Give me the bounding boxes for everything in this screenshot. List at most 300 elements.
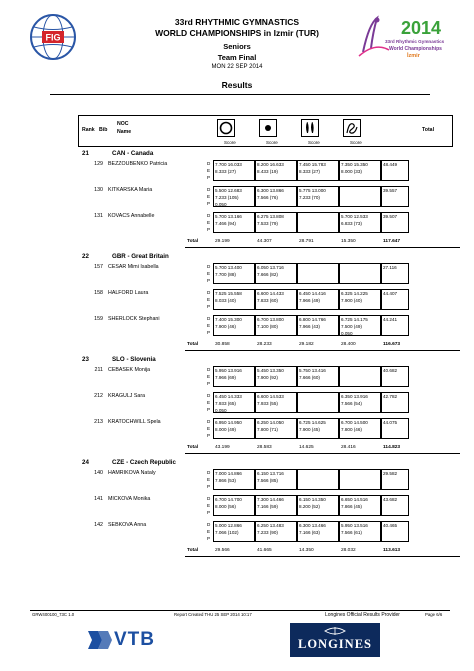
score-penalty (340, 536, 380, 543)
label-p: P (207, 278, 211, 283)
label-e: E (207, 477, 211, 482)
score-d-total: 5.750 13.416 (299, 368, 326, 373)
logo-text-city: İzmir (407, 53, 420, 59)
score-e-rank: 7.500 (49) (341, 324, 362, 329)
gymnast-total: 40.682 (381, 366, 409, 387)
score-e-rank: 8.033 (40) (215, 298, 236, 303)
score-d-total: 7.700 16.033 (215, 162, 242, 167)
score-e-rank: 7.666 (82) (257, 272, 278, 277)
gymnast-total: 48.449 (381, 160, 409, 181)
team-rank: 21 (82, 150, 89, 157)
score-cell (297, 263, 339, 284)
gymnast-total: 44.075 (381, 418, 409, 439)
dep-labels (207, 392, 210, 413)
label-p: P (207, 510, 211, 515)
score-e-rank: 8.333 (27) (215, 169, 236, 174)
score-cell (339, 160, 381, 181)
score-cell (213, 212, 255, 233)
score-cell (213, 315, 255, 336)
score-penalty (298, 433, 338, 440)
score-cell (255, 263, 297, 284)
score-d-total: 6.700 14.500 (341, 420, 368, 425)
score-cell (213, 392, 255, 413)
score-d-total: 6.300 13.866 (257, 188, 284, 193)
dep-labels (207, 263, 210, 284)
score-e-rank: 7.800 (46) (341, 427, 362, 432)
col-name: Name (117, 129, 132, 135)
score-cell (255, 160, 297, 181)
col-noc: NOC (117, 121, 129, 127)
gymnast-total: 44.407 (381, 289, 409, 310)
label-d: D (207, 393, 211, 398)
gymnast-name: CESAR Mimi Isabella (108, 264, 159, 270)
label-p: P (207, 536, 211, 541)
score-d-total: 5.450 13.350 (257, 368, 284, 373)
score-d-total: 7.300 14.466 (257, 497, 284, 502)
score-cell (297, 521, 339, 542)
team-total-value: 43.199 (215, 445, 230, 450)
team-total-value: 113.613 (383, 548, 401, 553)
score-penalty (256, 330, 296, 337)
score-cell (255, 521, 297, 542)
score-cell (339, 469, 381, 490)
team-total-value: 114.823 (383, 445, 401, 450)
score-e-rank: 7.933 (55) (257, 401, 278, 406)
score-e-rank: 7.966 (49) (299, 298, 320, 303)
score-penalty (340, 304, 380, 311)
gymnast-total: 42.782 (381, 392, 409, 413)
label-p: P (207, 433, 211, 438)
label-d: D (207, 419, 211, 424)
gymnast-name: KRAGULJ Sara (108, 393, 146, 399)
longines-text: LONGINES (298, 637, 372, 651)
score-cell (297, 186, 339, 207)
gymnast-name: HALFORD Laura (108, 290, 149, 296)
score-d-total: 6.325 14.225 (341, 291, 368, 296)
gymnast-total: 44.241 (381, 315, 409, 336)
score-label-3: Score (308, 140, 320, 145)
score-cell (339, 289, 381, 310)
team-separator (185, 453, 460, 454)
team-total-value: 29.182 (299, 342, 314, 347)
score-e-rank: 7.900 (92) (257, 375, 278, 380)
dep-labels (207, 315, 210, 336)
score-cell (213, 366, 255, 387)
score-penalty (214, 304, 254, 311)
score-e-rank: 6.833 (73) (341, 221, 362, 226)
results-heading: Results (221, 80, 253, 90)
score-penalty (340, 433, 380, 440)
score-label-4: Score (350, 140, 362, 145)
score-cell (213, 495, 255, 516)
score-cell (339, 418, 381, 439)
score-e-rank: 7.700 (88) (215, 272, 236, 277)
svg-text:FIG: FIG (45, 32, 61, 43)
score-e-rank: 7.866 (53) (215, 478, 236, 483)
gymnast-bib: 157 (94, 264, 103, 270)
logo-text-line2: World Championships (389, 46, 442, 52)
score-e-rank: 8.333 (27) (299, 169, 320, 174)
team-total-value: 30.858 (215, 342, 230, 347)
score-penalty (256, 304, 296, 311)
score-cell (339, 366, 381, 387)
score-e-rank: 7.233 (90) (257, 530, 278, 535)
score-penalty (256, 381, 296, 388)
score-cell (297, 469, 339, 490)
score-d-total: 5.700 12.533 (341, 214, 368, 219)
score-e-rank: 8.000 (49) (215, 427, 236, 432)
score-d-total: 6.250 14.050 (257, 420, 284, 425)
score-e-rank: 7.966 (69) (215, 375, 236, 380)
score-penalty (298, 201, 338, 208)
gymnast-name: SHERLOCK Stephani (108, 316, 160, 322)
score-cell (255, 212, 297, 233)
gymnast-bib: 142 (94, 522, 103, 528)
gymnast-total: 39.557 (381, 186, 409, 207)
team-separator (185, 247, 460, 248)
vtb-text: VTB (114, 629, 155, 650)
gymnast-bib: 211 (94, 367, 103, 373)
score-penalty (256, 227, 296, 234)
score-d-total: 6.700 13.800 (257, 317, 284, 322)
score-cell (339, 392, 381, 413)
gymnast-bib: 212 (94, 393, 103, 399)
score-penalty (214, 278, 254, 285)
label-p: P (207, 201, 211, 206)
col-rank: Rank (82, 127, 95, 133)
team-total-value: 28.583 (257, 445, 272, 450)
score-d-total: 7.525 15.558 (215, 291, 242, 296)
score-cell (297, 212, 339, 233)
score-d-total: 6.050 13.716 (257, 265, 284, 270)
team-total-value: 29.199 (215, 239, 230, 244)
score-penalty (298, 304, 338, 311)
team-total-label: Total (187, 548, 199, 553)
label-d: D (207, 470, 211, 475)
score-cell (213, 418, 255, 439)
score-d-total: 6.800 14.766 (299, 317, 326, 322)
team-total-value: 41.665 (257, 548, 272, 553)
score-e-rank: 7.166 (63) (299, 530, 320, 535)
dep-labels (207, 212, 210, 233)
team-total-value: 29.566 (215, 548, 230, 553)
label-p: P (207, 381, 211, 386)
logo-text-line1: 33rd Rhythmic Gymnastics (385, 39, 445, 44)
score-penalty (214, 433, 254, 440)
score-cell (297, 289, 339, 310)
team-total-label: Total (187, 342, 199, 347)
gymnast-name: MICKOVA Monika (108, 496, 151, 502)
gymnast-name: KRATOCHWILL Spela (108, 419, 161, 425)
team-rank: 22 (82, 253, 89, 260)
hoop-icon (217, 119, 235, 137)
score-penalty (256, 175, 296, 182)
score-penalty (214, 381, 254, 388)
score-cell (255, 315, 297, 336)
score-cell (255, 418, 297, 439)
team-total-value: 28.400 (341, 342, 356, 347)
svg-text:2014: 2014 (401, 18, 442, 38)
score-d-total: 5.950 13.916 (215, 368, 242, 373)
score-penalty (256, 278, 296, 285)
score-e-rank: 7.166 (59) (257, 504, 278, 509)
label-d: D (207, 264, 211, 269)
event-date: MON 22 SEP 2014 (211, 64, 263, 70)
score-d-total: 5.700 13.400 (215, 265, 242, 270)
label-p: P (207, 330, 211, 335)
label-e: E (207, 168, 211, 173)
gymnast-name: HAMRIKOVA Nataly (108, 470, 156, 476)
score-d-total: 6.150 13.716 (257, 471, 284, 476)
score-e-rank: 8.000 (33) (341, 169, 362, 174)
footer-rule (30, 610, 450, 611)
label-d: D (207, 161, 211, 166)
team-total-label: Total (187, 445, 199, 450)
label-e: E (207, 297, 211, 302)
score-penalty (340, 510, 380, 517)
score-cell (213, 289, 255, 310)
team-total-value: 14.625 (299, 445, 314, 450)
score-e-rank: 7.566 (61) (341, 530, 362, 535)
score-penalty (340, 407, 380, 414)
score-d-total: 7.000 14.866 (215, 471, 242, 476)
score-cell (213, 521, 255, 542)
score-e-rank: 7.800 (71) (257, 427, 278, 432)
score-cell (297, 315, 339, 336)
score-e-rank: 7.566 (76) (257, 195, 278, 200)
footer-code: GRW400100_73C 1.0 (32, 612, 75, 617)
title-line2: WORLD CHAMPIONSHIPS in Izmir (TUR) (155, 28, 319, 38)
ball-icon (259, 119, 277, 137)
score-penalty (214, 536, 254, 543)
score-d-total: 5.775 13.000 (299, 188, 326, 193)
team-total-label: Total (187, 239, 199, 244)
team-rank: 24 (82, 459, 89, 466)
gymnast-bib: 159 (94, 316, 103, 322)
score-d-total: 6.600 14.433 (257, 291, 284, 296)
gymnast-bib: 129 (94, 161, 103, 167)
label-d: D (207, 213, 211, 218)
score-cell (255, 392, 297, 413)
score-cell (297, 392, 339, 413)
score-d-total: 6.450 14.416 (299, 291, 326, 296)
label-p: P (207, 227, 211, 232)
score-cell (255, 366, 297, 387)
score-cell (255, 186, 297, 207)
score-cell (213, 263, 255, 284)
label-e: E (207, 194, 211, 199)
team-total-value: 15.350 (341, 239, 356, 244)
score-e-rank: 7.533 (79) (257, 221, 278, 226)
score-cell (339, 212, 381, 233)
gymnast-bib: 141 (94, 496, 103, 502)
label-d: D (207, 367, 211, 372)
score-e-rank: 7.100 (80) (257, 324, 278, 329)
score-cell (255, 469, 297, 490)
gymnast-bib: 140 (94, 470, 103, 476)
score-cell (339, 521, 381, 542)
score-e-rank: 7.566 (54) (341, 401, 362, 406)
score-e-rank: 7.900 (45) (299, 427, 320, 432)
score-penalty (256, 201, 296, 208)
score-e-rank: 7.833 (60) (257, 298, 278, 303)
score-d-total: 6.725 14.625 (299, 420, 326, 425)
score-d-total: 6.350 13.916 (341, 394, 368, 399)
gymnast-total: 39.507 (381, 212, 409, 233)
score-cell (297, 366, 339, 387)
col-bib: Bib (99, 127, 108, 133)
score-label-1: Score (224, 140, 236, 145)
score-e-rank: 7.933 (65) (215, 401, 236, 406)
footer-provider: Longines Official Results Provider (325, 612, 400, 618)
score-penalty (340, 175, 380, 182)
dep-labels (207, 418, 210, 439)
label-e: E (207, 426, 211, 431)
label-p: P (207, 407, 211, 412)
score-penalty: 0.050 (215, 408, 227, 413)
label-e: E (207, 529, 211, 534)
clubs-icon (301, 119, 319, 137)
dep-labels (207, 160, 210, 181)
score-d-total: 6.700 14.700 (215, 497, 242, 502)
score-d-total: 6.725 14.175 (341, 317, 368, 322)
score-e-rank: 7.233 (105) (215, 195, 239, 200)
score-penalty (214, 175, 254, 182)
score-e-rank: 7.866 (45) (341, 504, 362, 509)
phase-name: Team Final (217, 53, 257, 62)
score-penalty (256, 536, 296, 543)
score-penalty (298, 536, 338, 543)
team-total-value: 28.032 (341, 548, 356, 553)
gymnast-name: BEZZOUBENKO Patricia (108, 161, 168, 167)
score-e-rank: 7.900 (40) (341, 298, 362, 303)
score-e-rank: 7.233 (70) (299, 195, 320, 200)
label-d: D (207, 187, 211, 192)
score-d-total: 6.250 13.483 (257, 523, 284, 528)
team-name: SLO - Slovenia (112, 356, 156, 363)
gymnast-name: CEBASEK Monija (108, 367, 151, 373)
score-d-total: 6.450 14.333 (215, 394, 242, 399)
title-line1: 33rd RHYTHMIC GYMNASTICS (174, 17, 300, 27)
gymnast-name: KITKARSKA Maria (108, 187, 153, 193)
score-e-rank: 7.566 (85) (257, 478, 278, 483)
score-d-total: 6.600 14.533 (257, 394, 284, 399)
score-cell (339, 186, 381, 207)
score-d-total: 5.950 13.516 (341, 523, 368, 528)
score-d-total: 5.500 12.683 (215, 188, 242, 193)
score-e-rank: 7.066 (102) (215, 530, 239, 535)
score-d-total: 6.650 14.516 (341, 497, 368, 502)
score-penalty (256, 407, 296, 414)
dep-labels (207, 289, 210, 310)
gymnast-bib: 213 (94, 419, 103, 425)
label-d: D (207, 316, 211, 321)
col-total: Total (422, 127, 435, 133)
label-e: E (207, 220, 211, 225)
score-e-rank: 7.666 (60) (299, 375, 320, 380)
score-d-total: 6.300 13.466 (299, 523, 326, 528)
team-name: GBR - Great Britain (112, 253, 169, 260)
team-total-value: 28.416 (341, 445, 356, 450)
gymnast-total: 27.116 (381, 263, 409, 284)
team-total-value: 117.647 (383, 239, 401, 244)
score-penalty (214, 227, 254, 234)
label-e: E (207, 400, 211, 405)
ribbon-icon (343, 119, 361, 137)
score-penalty (214, 510, 254, 517)
vtb-logo (86, 627, 156, 653)
score-penalty (256, 510, 296, 517)
footer-report: Report Created THU 25 SEP 2014 10:17 (174, 612, 252, 617)
team-total-value: 14.350 (299, 548, 314, 553)
dep-labels (207, 469, 210, 490)
table-header (78, 115, 453, 147)
gymnast-name: KOVACS Annabelle (108, 213, 155, 219)
score-penalty: 0.050 (215, 202, 227, 207)
label-p: P (207, 484, 211, 489)
score-e-rank: 8.000 (56) (215, 504, 236, 509)
score-d-total: 6.950 14.950 (215, 420, 242, 425)
gymnast-name: SEBKOVA Anna (108, 522, 147, 528)
team-name: CAN - Canada (112, 150, 154, 157)
team-total-value: 28.233 (257, 342, 272, 347)
dep-labels (207, 366, 210, 387)
gymnast-bib: 130 (94, 187, 103, 193)
dep-labels (207, 186, 210, 207)
score-penalty (298, 330, 338, 337)
score-penalty (256, 484, 296, 491)
score-cell (339, 495, 381, 516)
score-d-total: 5.700 13.166 (215, 214, 242, 219)
score-d-total: 6.275 13.808 (257, 214, 284, 219)
gymnast-bib: 131 (94, 213, 103, 219)
label-d: D (207, 496, 211, 501)
score-d-total: 5.000 12.866 (215, 523, 242, 528)
score-d-total: 7.450 15.783 (299, 162, 326, 167)
label-e: E (207, 323, 211, 328)
score-penalty (298, 175, 338, 182)
longines-logo (290, 623, 380, 657)
score-penalty (214, 484, 254, 491)
score-cell (297, 160, 339, 181)
team-separator (185, 556, 460, 557)
score-cell (339, 263, 381, 284)
team-total-value: 116.673 (383, 342, 401, 347)
score-d-total: 6.150 14.350 (299, 497, 326, 502)
score-penalty (256, 433, 296, 440)
label-e: E (207, 271, 211, 276)
event-name: Seniors (223, 42, 251, 51)
score-label-2: Score (266, 140, 278, 145)
score-e-rank: 7.900 (46) (215, 324, 236, 329)
label-p: P (207, 175, 211, 180)
label-d: D (207, 290, 211, 295)
score-d-total: 7.400 15.300 (215, 317, 242, 322)
label-p: P (207, 304, 211, 309)
score-cell (297, 418, 339, 439)
score-d-total: 8.200 16.633 (257, 162, 284, 167)
footer-page: Page 6/6 (425, 612, 443, 617)
header-rule (50, 94, 430, 95)
team-total-value: 44.307 (257, 239, 272, 244)
score-penalty (298, 381, 338, 388)
dep-labels (207, 521, 210, 542)
score-e-rank: 7.466 (94) (215, 221, 236, 226)
team-total-value: 28.791 (299, 239, 314, 244)
label-e: E (207, 374, 211, 379)
score-cell (213, 160, 255, 181)
score-penalty (340, 227, 380, 234)
